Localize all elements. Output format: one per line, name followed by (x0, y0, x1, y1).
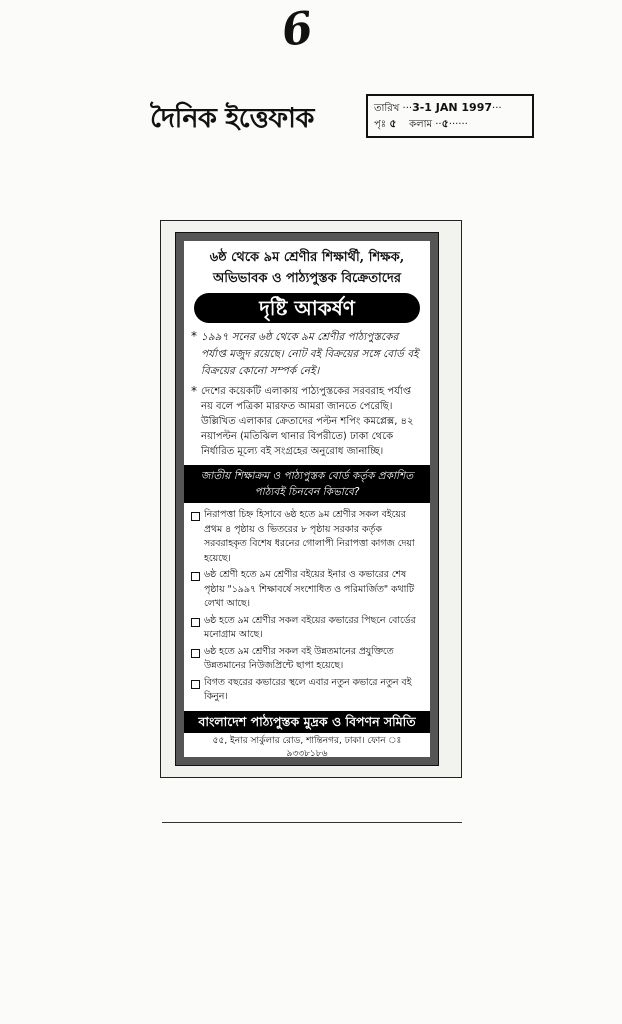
check-item (191, 645, 423, 674)
attention-banner: দৃষ্টি আকর্ষণ (194, 293, 420, 323)
divider-line (162, 822, 462, 823)
notice-paragraph-2 (191, 384, 423, 459)
stamp-page-value: ৫ (389, 117, 397, 130)
publisher-address: ৫৫, ইনার সার্কুলার রোড, শান্তিনগর, ঢাকা। ফোন ঃ ৯৩৩৮১৮৬ (212, 735, 402, 759)
notice-paragraph-1 (191, 329, 423, 380)
headline-line-1: ৬ষ্ঠ থেকে ৯ম শ্রেণীর শিক্ষার্থী, শিক্ষক, (209, 250, 405, 265)
check-item-text: ৬ষ্ঠ হতে ৯ম শ্রেণীর সকল বইয়ের কভারের পিছনে বোর্ডের মনোগ্রাম আছে। (204, 614, 416, 640)
check-item (191, 568, 423, 612)
check-item-text: ৬ষ্ঠ শ্রেণী হতে ৯ম শ্রেণীর বইয়ের ইনার ও কভারের শেষ পৃষ্ঠায় "১৯৯৭ শিক্ষাবর্ষে সংশোধিত ও পরিমার্জিত" কথাটি লেখা আছে। (204, 569, 414, 609)
check-item-text: নিরাপত্তা চিহ্ন হিসাবে ৬ষ্ঠ হতে ৯ম শ্রেণীর সকল বইয়ের প্রথম ৪ পৃষ্ঠায় ও ভিতরের ৮ পৃষ্ঠায় সরকার কর্তৃক সরবরাহকৃত বিশেষ ধরনের গোলাপী নিরাপত্তা কাগজ দেয়া হয়েছে। (204, 509, 415, 564)
check-item (191, 676, 423, 705)
headline-line-2: অভিভাবক ও পাঠ্যপুস্তক বিক্রেতাদের (213, 271, 401, 286)
check-item-text: ৬ষ্ঠ হতে ৯ম শ্রেণীর সকল বই উন্নতমানের প্রযুক্তিতে উন্নতমানের নিউজপ্রিন্টে ছাপা হয়েছে। (204, 645, 394, 671)
check-item (191, 508, 423, 566)
checkbox-square-icon (191, 572, 200, 581)
checkbox-square-icon (191, 649, 200, 658)
checkbox-square-icon (191, 618, 200, 627)
check-item-text: বিগত বছরের কভারের স্থলে এবার নতুন কভারে নতুন বই কিনুন। (204, 676, 412, 702)
check-item (191, 614, 423, 643)
publisher-name: বাংলাদেশ পাঠ্যপুস্তক মুদ্রক ও বিপণন সমিতি (184, 711, 430, 733)
stamp-page-label: পৃঃ (374, 119, 387, 130)
stamp-column-value: ৫ (441, 117, 449, 130)
date-stamp: তারিখ ···3-1 JAN 1997··· পৃঃ ৫ কলাম ··৫······ (366, 94, 534, 138)
asterisk-icon: * (191, 384, 197, 398)
notice-headline (191, 247, 423, 289)
stamp-date-label: তারিখ (374, 103, 400, 114)
notice-advertisement (176, 233, 438, 765)
page-number: 6 (278, 2, 317, 57)
paragraph-1-text: ১৯৯৭ সনের ৬ষ্ঠ থেকে ৯ম শ্রেণীর পাঠ্যপুস্তকের পর্যাপ্ত মজুদ রয়েছে। নোট বই বিক্রয়ের সঙ্গে বোর্ড বই বিক্রয়ের কোনো সম্পর্ক নেই। (201, 331, 419, 377)
newspaper-name: দৈনিক ইত্তেফাক (150, 103, 314, 134)
identification-question-band: জাতীয় শিক্ষাক্রম ও পাঠ্যপুস্তক বোর্ড কর্তৃক প্রকাশিত পাঠ্যবই চিনবেন কিভাবে? (184, 465, 430, 503)
checkbox-square-icon (191, 680, 200, 689)
stamp-date-value: 3-1 JAN 1997 (412, 101, 493, 114)
paragraph-2-text: দেশের কয়েকটি এলাকায় পাঠ্যপুস্তকের সরবরাহ পর্যাপ্ত নয় বলে পত্রিকা মারফত আমরা জানতে পেরেছি। উল্লিখিত এলাকার ক্রেতাদের পল্টন শপিং কমপ্লেক্স, ৪২ নয়াপল্টন (মতিঝিল থানার বিপরীতে) ঢাকা থেকে নির্ধারিত মূল্যে বই সংগ্রহের অনুরোধ জানাচ্ছি। (201, 386, 414, 457)
asterisk-icon: * (191, 329, 197, 343)
stamp-column-label: কলাম (409, 119, 433, 130)
checkbox-square-icon (191, 512, 200, 521)
